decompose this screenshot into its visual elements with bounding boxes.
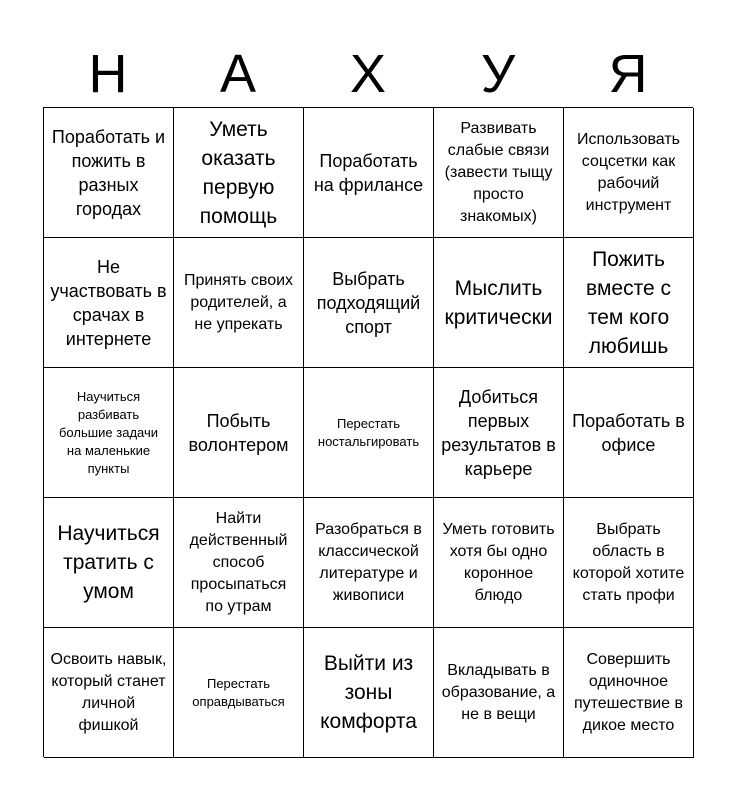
bingo-cell-text: Уметь готовить хотя бы одно коронное блюдо — [442, 520, 555, 604]
bingo-cell-r2c5[interactable] — [564, 238, 694, 368]
bingo-cell-r5c1[interactable] — [44, 628, 174, 758]
bingo-cell-text: Развивать слабые связи (завести тыщу просто знакомых) — [444, 119, 553, 225]
bingo-cell-text: Вкладывать в образование, а не в вещи — [441, 661, 556, 723]
bingo-cell-text: Использовать соцсетки как рабочий инструмент — [577, 130, 680, 214]
header-letter-2: А — [219, 44, 257, 104]
bingo-cell-r5c4[interactable] — [434, 628, 564, 758]
bingo-cell-text: Совершить одиночное путешествие в дикое место — [573, 650, 684, 734]
bingo-cell-text: Мыслить критически — [444, 276, 553, 329]
bingo-header — [43, 40, 693, 108]
bingo-cell-r1c2[interactable] — [174, 108, 304, 238]
bingo-cell-text: Разобраться в классической литературе и живописи — [315, 520, 422, 604]
bingo-cell-text: Выбрать область в которой хотите стать профи — [572, 520, 685, 604]
bingo-cell-text: Перестать ностальгировать — [317, 415, 420, 449]
bingo-cell-r3c1[interactable] — [44, 368, 174, 498]
bingo-cell-text: Поработать и пожить в разных городах — [51, 126, 166, 219]
bingo-cell-text: Уметь оказать первую помощь — [199, 117, 278, 228]
header-letter-1: Н — [88, 44, 128, 104]
bingo-cell-r3c3[interactable] — [304, 368, 434, 498]
bingo-cell-text: Освоить навык, который станет личной фишкой — [50, 650, 167, 734]
bingo-cell-r5c3[interactable] — [304, 628, 434, 758]
bingo-cell-r1c4[interactable] — [434, 108, 564, 238]
bingo-cell-r4c3[interactable] — [304, 498, 434, 628]
bingo-cell-text: Добиться первых результатов в карьере — [441, 386, 556, 479]
bingo-cell-text: Поработать на фрилансе — [313, 150, 424, 195]
bingo-cell-text: Не участвовать в срачах в интернете — [50, 256, 167, 349]
bingo-board — [43, 107, 693, 757]
bingo-cell-text: Научиться разбивать большие задачи на маленькие пункты — [58, 388, 159, 476]
bingo-cell-r4c4[interactable] — [434, 498, 564, 628]
bingo-cell-text: Найти действенный способ просыпаться по утрам — [189, 509, 288, 615]
bingo-cell-r4c2[interactable] — [174, 498, 304, 628]
bingo-cell-text: Принять своих родителей, а не упрекать — [183, 271, 294, 333]
header-letter-4: У — [480, 44, 516, 104]
bingo-cell-r5c2[interactable] — [174, 628, 304, 758]
bingo-cell-r2c2[interactable] — [174, 238, 304, 368]
bingo-cell-r4c1[interactable] — [44, 498, 174, 628]
bingo-cell-text: Перестать оправдываться — [192, 675, 285, 709]
bingo-cell-r1c1[interactable] — [44, 108, 174, 238]
bingo-cell-r3c4[interactable] — [434, 368, 564, 498]
header-letter-3: Х — [349, 44, 387, 104]
bingo-cell-r2c4[interactable] — [434, 238, 564, 368]
bingo-cell-r2c1[interactable] — [44, 238, 174, 368]
bingo-cell-text: Побыть волонтером — [188, 410, 289, 455]
bingo-cell-text: Научиться тратить с умом — [57, 522, 160, 603]
bingo-cell-r1c3[interactable] — [304, 108, 434, 238]
bingo-cell-r3c2[interactable] — [174, 368, 304, 498]
bingo-cell-text: Поработать в офисе — [572, 410, 685, 455]
bingo-cell-r2c3[interactable] — [304, 238, 434, 368]
bingo-cell-text: Выбрать подходящий спорт — [316, 268, 421, 337]
bingo-cell-r4c5[interactable] — [564, 498, 694, 628]
bingo-cell-text: Пожить вместе с тем кого любишь — [586, 247, 671, 358]
bingo-cell-text: Выйти из зоны комфорта — [320, 652, 417, 733]
bingo-cell-r1c5[interactable] — [564, 108, 694, 238]
header-letter-5: Я — [608, 44, 648, 104]
bingo-cell-r5c5[interactable] — [564, 628, 694, 758]
bingo-cell-r3c5[interactable] — [564, 368, 694, 498]
